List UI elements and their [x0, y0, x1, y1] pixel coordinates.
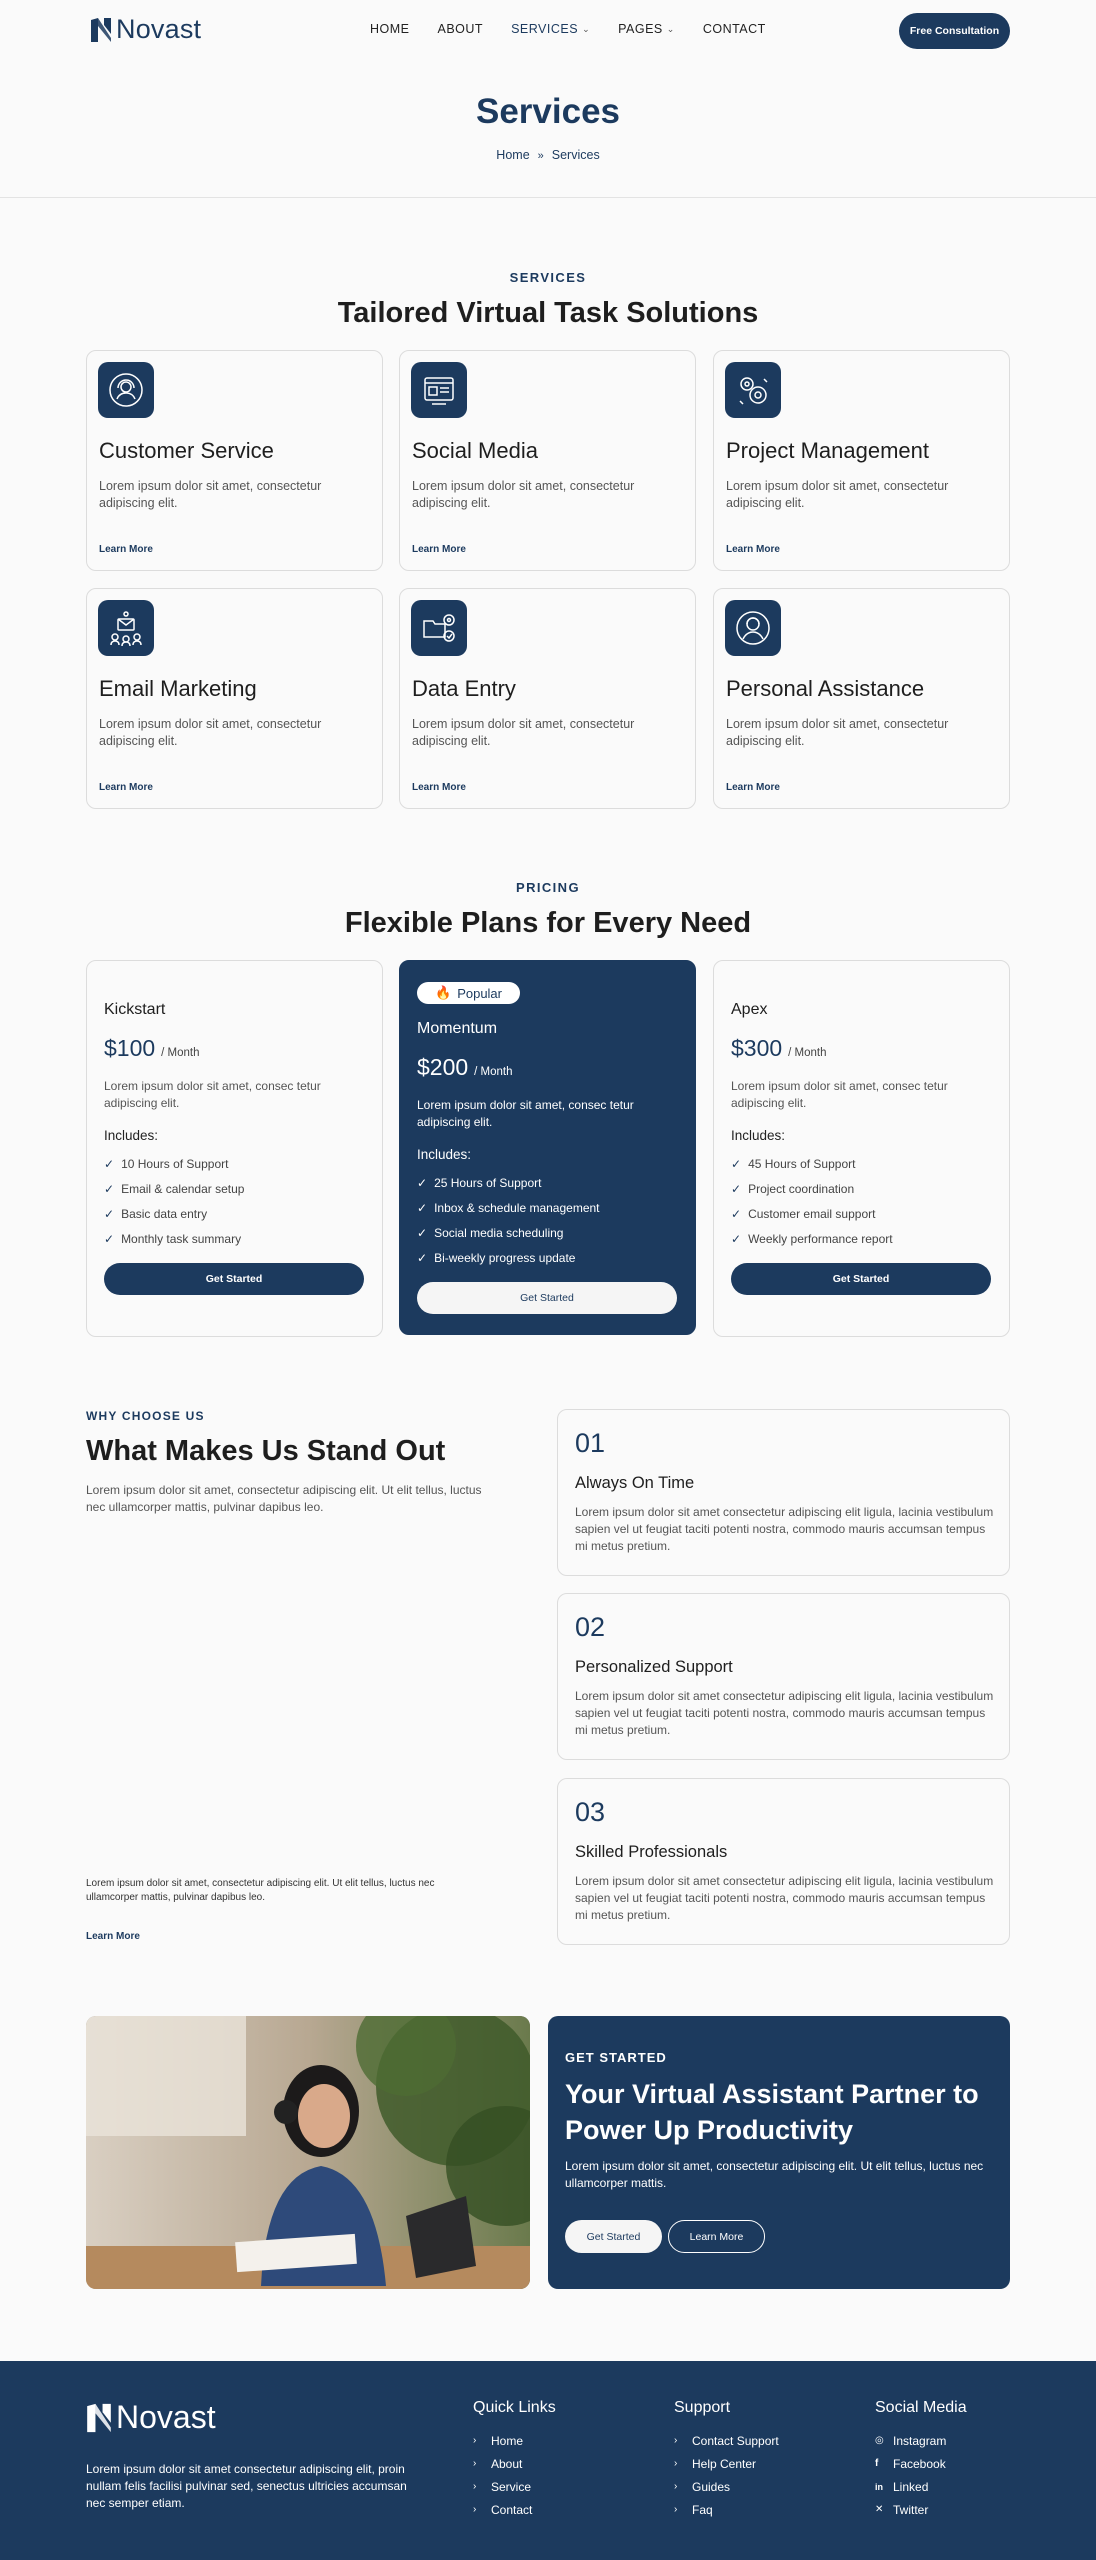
plan-desc: Lorem ipsum dolor sit amet, consec tetur adipiscing elit. [104, 1079, 321, 1110]
brand-name: Novast [116, 14, 202, 44]
cta-learn-more-button[interactable]: Learn More [668, 2220, 765, 2253]
feature-text: 25 Hours of Support [434, 1175, 542, 1190]
feature-desc: Lorem ipsum dolor sit amet consectetur adipiscing elit ligula, lacinia vestibulum sapien vel ut feugiat taciti potenti nostra, commodo mauris accumsan tempus mi metus pretium. [575, 1505, 994, 1553]
assistant-user-icon [725, 600, 781, 656]
browser-window-icon [411, 362, 467, 418]
footer-link-faq[interactable] [674, 2498, 779, 2521]
footer-link-contact[interactable] [473, 2498, 556, 2521]
breadcrumb-current: Services [551, 148, 600, 162]
footer-social-linkedin[interactable] [875, 2475, 967, 2498]
learn-more-link[interactable]: Learn More [726, 782, 780, 793]
nav-services[interactable] [511, 22, 590, 36]
feature-text: Customer email support [748, 1206, 876, 1221]
feature-number: 01 [575, 1428, 606, 1458]
gears-icon [725, 362, 781, 418]
footer-link-service[interactable] [473, 2475, 556, 2498]
plan-features [731, 1151, 1009, 1251]
price-amount: $100 [104, 1035, 156, 1061]
novast-logo-icon [86, 2402, 112, 2434]
footer-social [875, 2399, 967, 2521]
feature-desc: Lorem ipsum dolor sit amet consectetur adipiscing elit ligula, lacinia vestibulum sapien vel ut feugiat taciti potenti nostra, commodo mauris accumsan tempus mi metus pretium. [575, 1689, 994, 1737]
feature-item [731, 1151, 1009, 1176]
check-icon: ✓ [731, 1156, 742, 1171]
badge-label: Popular [457, 985, 502, 1001]
footer-link-home[interactable] [473, 2429, 556, 2452]
footer-col-title: Quick Links [473, 2399, 556, 2416]
feature-text: 45 Hours of Support [748, 1156, 856, 1171]
why-title: What Makes Us Stand Out [86, 1435, 446, 1467]
plan-desc: Lorem ipsum dolor sit amet, consec tetur adipiscing elit. [731, 1079, 948, 1110]
price-period: / Month [474, 1066, 513, 1078]
feature-text: Email & calendar setup [121, 1181, 245, 1196]
feature-item [417, 1245, 695, 1270]
feature-text: Inbox & schedule management [434, 1200, 600, 1215]
service-desc: Lorem ipsum dolor sit amet, consectetur adipiscing elit. [99, 479, 322, 510]
footer-link-label: Contact Support [692, 2433, 779, 2448]
feature-text: Monthly task summary [121, 1231, 242, 1246]
check-icon: ✓ [417, 1250, 428, 1265]
service-card-email-marketing [86, 588, 383, 809]
feature-text: Weekly performance report [748, 1231, 893, 1246]
nav-home-label: HOME [370, 22, 410, 36]
headset-agent-icon [98, 362, 154, 418]
feature-item [104, 1176, 382, 1201]
chevron-down-icon: ⌄ [582, 23, 591, 34]
plan-name: Apex [731, 1001, 768, 1018]
feature-text: 10 Hours of Support [121, 1156, 229, 1171]
service-desc: Lorem ipsum dolor sit amet, consectetur adipiscing elit. [412, 479, 635, 510]
check-icon: ✓ [104, 1181, 115, 1196]
nav-services-label: SERVICES [511, 22, 579, 36]
novast-logo-icon [90, 17, 112, 43]
learn-more-link[interactable]: Learn More [99, 782, 153, 793]
learn-more-link[interactable]: Learn More [412, 782, 466, 793]
main-nav [370, 22, 766, 36]
chevron-right-icon: › [674, 2458, 678, 2469]
price-amount: $200 [417, 1054, 469, 1080]
x-twitter-icon: ✕ [875, 2504, 884, 2515]
plan-name: Kickstart [104, 1001, 166, 1018]
get-started-button[interactable]: Get Started [104, 1263, 364, 1295]
footer-social-twitter[interactable] [875, 2498, 967, 2521]
check-icon: ✓ [417, 1175, 428, 1190]
service-title: Email Marketing [99, 676, 257, 701]
footer-logo[interactable] [86, 2399, 216, 2436]
footer-link-label: Facebook [893, 2456, 946, 2471]
pricing-kicker: PRICING [516, 880, 580, 895]
plan-card-apex [713, 960, 1010, 1337]
check-icon: ✓ [417, 1200, 428, 1215]
nav-contact[interactable] [703, 22, 766, 36]
check-icon: ✓ [731, 1181, 742, 1196]
instagram-icon: ◎ [875, 2435, 884, 2446]
feature-item [104, 1226, 382, 1251]
plan-card-momentum [399, 960, 696, 1335]
breadcrumb-separator: » [537, 150, 544, 162]
footer-col-title: Support [674, 2399, 731, 2416]
plan-name: Momentum [417, 1020, 498, 1037]
services-title: Tailored Virtual Task Solutions [337, 297, 759, 329]
chevron-right-icon: › [473, 2504, 477, 2515]
feature-card-always-on-time [557, 1409, 1010, 1576]
service-title: Customer Service [99, 438, 274, 463]
cta-title: Your Virtual Assistant Partner to Power Up Productivity [565, 2079, 979, 2145]
footer-social-instagram[interactable] [875, 2429, 967, 2452]
flame-icon: 🔥 [435, 985, 452, 1000]
service-desc: Lorem ipsum dolor sit amet, consectetur adipiscing elit. [726, 479, 949, 510]
facebook-icon: f [875, 2458, 879, 2469]
footer-link-about[interactable] [473, 2452, 556, 2475]
plan-price [731, 1035, 1009, 1062]
check-icon: ✓ [731, 1206, 742, 1221]
feature-item [731, 1201, 1009, 1226]
feature-item [417, 1220, 695, 1245]
footer-desc: Lorem ipsum dolor sit amet consectetur adipiscing elit, proin nullam felis facilisi pulvinar sed, senectus ultricies accumsan nec semper etiam. [86, 2462, 407, 2510]
cta-get-started-button[interactable]: Get Started [565, 2220, 662, 2253]
footer-link-label: Twitter [893, 2502, 929, 2517]
popular-badge [417, 982, 520, 1004]
plan-includes-label: Includes: [104, 1128, 159, 1143]
learn-more-link[interactable]: Learn More [412, 544, 466, 555]
footer-link-label: Instagram [893, 2433, 947, 2448]
footer-link-label: Help Center [692, 2456, 757, 2471]
service-card-personal-assistance [713, 588, 1010, 809]
footer-link-guides[interactable] [674, 2475, 779, 2498]
footer-brand-name: Novast [116, 2399, 216, 2435]
plan-desc: Lorem ipsum dolor sit amet, consec tetur adipiscing elit. [417, 1098, 634, 1129]
footer-link-label: Home [491, 2433, 524, 2448]
learn-more-link[interactable]: Learn More [99, 544, 153, 555]
get-started-button[interactable]: Get Started [731, 1263, 991, 1295]
why-desc: Lorem ipsum dolor sit amet, consectetur adipiscing elit. Ut elit tellus, luctus nec ullamcorper mattis, pulvinar dapibus leo. [86, 1483, 482, 1514]
free-consultation-button[interactable]: Free Consultation [899, 13, 1010, 49]
feature-item [731, 1176, 1009, 1201]
chevron-down-icon: ⌄ [666, 23, 675, 34]
feature-title: Always On Time [575, 1474, 695, 1492]
check-icon: ✓ [104, 1156, 115, 1171]
cta-desc: Lorem ipsum dolor sit amet, consectetur adipiscing elit. Ut elit tellus, luctus nec ullamcorper mattis. [565, 2159, 984, 2190]
feature-title: Personalized Support [575, 1658, 733, 1676]
feature-item [731, 1226, 1009, 1251]
service-title: Project Management [726, 438, 929, 463]
breadcrumb-home[interactable]: Home [496, 148, 530, 162]
footer-social-facebook[interactable] [875, 2452, 967, 2475]
cta-panel [548, 2016, 1010, 2289]
service-title: Social Media [412, 438, 538, 463]
plan-features [417, 1170, 695, 1270]
feature-desc: Lorem ipsum dolor sit amet consectetur adipiscing elit ligula, lacinia vestibulum sapien vel ut feugiat taciti potenti nostra, commodo mauris accumsan tempus mi metus pretium. [575, 1874, 994, 1922]
folder-settings-icon [411, 600, 467, 656]
chevron-right-icon: › [473, 2435, 477, 2446]
footer-link-label: Contact [491, 2502, 533, 2517]
breadcrumb [0, 148, 1096, 162]
plan-features [104, 1151, 382, 1251]
linkedin-icon: in [875, 2481, 883, 2492]
feature-item [417, 1170, 695, 1195]
price-period: / Month [788, 1047, 827, 1059]
service-desc: Lorem ipsum dolor sit amet, consectetur adipiscing elit. [99, 717, 322, 748]
why-desc-secondary: Lorem ipsum dolor sit amet, consectetur adipiscing elit. Ut elit tellus, luctus nec ullamcorper mattis, pulvinar dapibus leo. [86, 1878, 435, 1903]
feature-number: 02 [575, 1612, 606, 1642]
service-desc: Lorem ipsum dolor sit amet, consectetur adipiscing elit. [726, 717, 949, 748]
feature-text: Social media scheduling [434, 1225, 564, 1240]
service-title: Personal Assistance [726, 676, 925, 701]
feature-text: Project coordination [748, 1181, 855, 1196]
feature-card-skilled-professionals [557, 1778, 1010, 1945]
price-period: / Month [161, 1047, 200, 1059]
check-icon: ✓ [104, 1231, 115, 1246]
service-title: Data Entry [412, 676, 516, 701]
check-icon: ✓ [104, 1206, 115, 1221]
footer-link-label: Service [491, 2479, 532, 2494]
chevron-right-icon: › [674, 2435, 678, 2446]
nav-about-label: ABOUT [437, 22, 484, 36]
service-card-customer-service [86, 350, 383, 571]
nav-pages[interactable] [618, 22, 675, 36]
page-header [0, 0, 1096, 198]
feature-text: Bi-weekly progress update [434, 1250, 576, 1265]
feature-card-personalized-support [557, 1593, 1010, 1760]
cta-kicker: GET STARTED [565, 2050, 667, 2065]
footer-link-label: Guides [692, 2479, 731, 2494]
cta-photo [86, 2016, 530, 2289]
footer-link-help-center[interactable] [674, 2452, 779, 2475]
feature-text: Basic data entry [121, 1206, 208, 1221]
nav-about[interactable] [438, 22, 484, 36]
footer-link-label: Linked [893, 2479, 929, 2494]
chevron-right-icon: › [473, 2458, 477, 2469]
footer-col-title: Social Media [875, 2399, 967, 2416]
footer-quick-links [473, 2399, 556, 2521]
nav-contact-label: CONTACT [702, 22, 766, 36]
site-footer [0, 2361, 1096, 2560]
why-kicker: WHY CHOOSE US [86, 1409, 205, 1423]
learn-more-link[interactable]: Learn More [726, 544, 780, 555]
service-card-social-media [399, 350, 696, 571]
price-amount: $300 [731, 1035, 783, 1061]
email-network-icon [98, 600, 154, 656]
footer-link-contact-support[interactable] [674, 2429, 779, 2452]
feature-item [417, 1195, 695, 1220]
check-icon: ✓ [731, 1231, 742, 1246]
feature-number: 03 [575, 1797, 606, 1827]
footer-link-label: Faq [692, 2502, 713, 2517]
chevron-right-icon: › [473, 2481, 477, 2492]
pricing-title: Flexible Plans for Every Need [344, 907, 752, 939]
brand-logo[interactable] [90, 14, 201, 45]
plan-includes-label: Includes: [731, 1128, 786, 1143]
nav-home[interactable] [370, 22, 410, 36]
chevron-right-icon: › [674, 2504, 678, 2515]
check-icon: ✓ [417, 1225, 428, 1240]
plan-includes-label: Includes: [417, 1147, 472, 1162]
plan-price [104, 1035, 382, 1062]
footer-link-label: About [491, 2456, 523, 2471]
service-card-data-entry [399, 588, 696, 809]
why-learn-more-link[interactable]: Learn More [86, 1931, 140, 1942]
footer-support [674, 2399, 779, 2521]
feature-item [104, 1151, 382, 1176]
chevron-right-icon: › [674, 2481, 678, 2492]
feature-title: Skilled Professionals [575, 1843, 728, 1861]
plan-price [417, 1054, 695, 1081]
service-card-project-management [713, 350, 1010, 571]
page-title: Services [475, 92, 621, 131]
service-desc: Lorem ipsum dolor sit amet, consectetur adipiscing elit. [412, 717, 635, 748]
get-started-button[interactable]: Get Started [417, 1282, 677, 1314]
feature-item [104, 1201, 382, 1226]
plan-card-kickstart [86, 960, 383, 1337]
nav-pages-label: PAGES [618, 22, 663, 36]
services-kicker: SERVICES [509, 270, 587, 285]
